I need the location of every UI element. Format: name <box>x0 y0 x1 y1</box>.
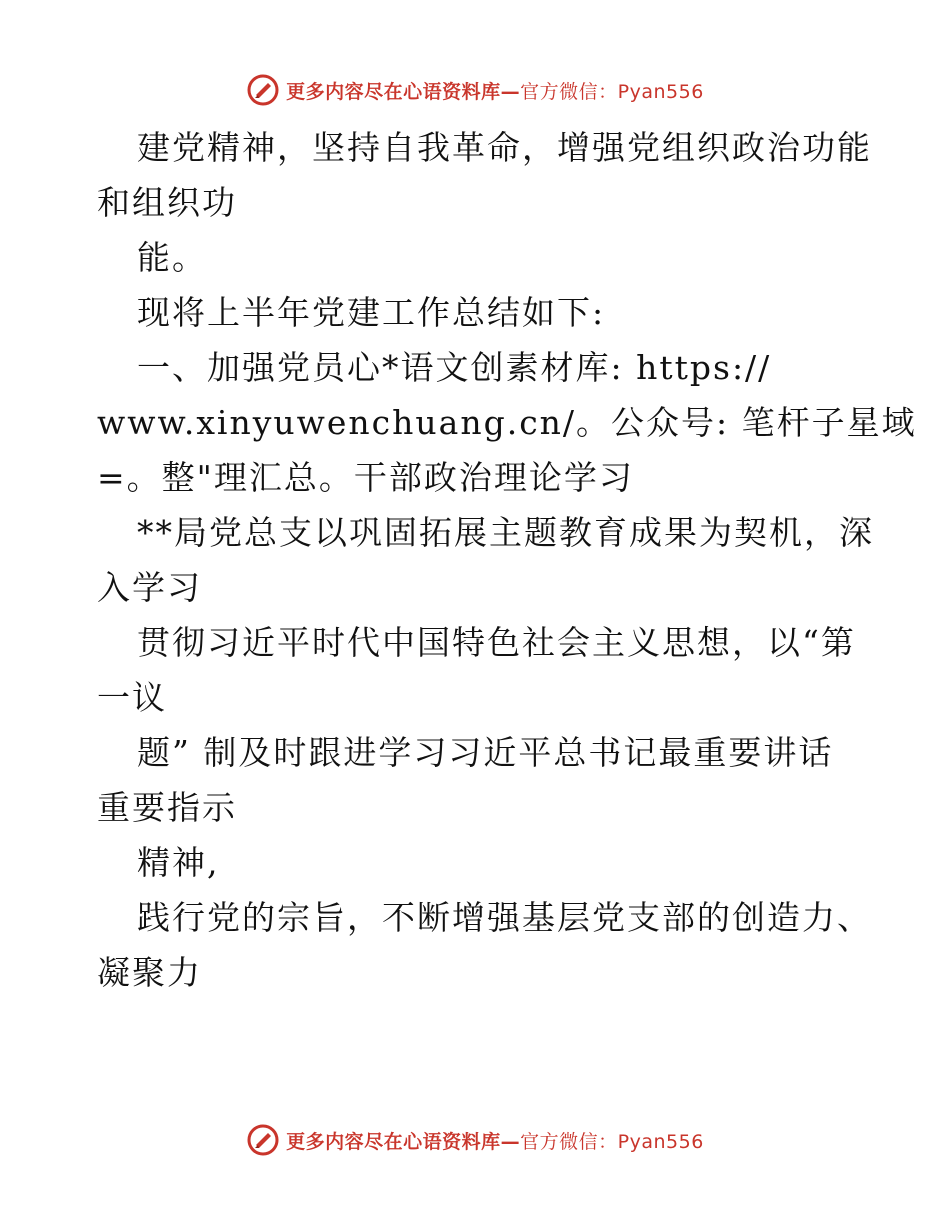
watermark-logo-icon <box>246 73 280 107</box>
watermark-text: 更多内容尽在心语资料库—官方微信：Pyan556 <box>286 80 704 103</box>
footer-watermark <box>0 1120 950 1160</box>
paragraph-line: 践行党的宗旨，不断增强基层党支部的创造力、 <box>137 898 872 937</box>
watermark-logo-icon <box>246 1123 280 1157</box>
paragraph-line: **局党总支以巩固拓展主题教育成果为契机，深 <box>137 513 874 552</box>
header-watermark <box>0 70 950 110</box>
paragraph-line: 一议 <box>97 678 167 717</box>
paragraph-line: 重要指示 <box>97 788 237 827</box>
paragraph-line: 能。 <box>137 238 207 277</box>
document-body <box>97 120 917 1000</box>
paragraph-line: =。整"理汇总。干部政治理论学习 <box>97 458 634 497</box>
section-heading: 一、加强党员心*语文创素材库: https:// <box>137 348 772 387</box>
paragraph-line: 和组织功 <box>97 183 237 222</box>
paragraph-line: 精神, <box>137 843 220 882</box>
paragraph-line: 凝聚力 <box>97 953 202 992</box>
paragraph-line: 题” 制及时跟进学习习近平总书记最重要讲话 <box>137 733 834 772</box>
paragraph-line: 贯彻习近平时代中国特色社会主义思想，以“第 <box>137 623 856 662</box>
paragraph-line: 建党精神，坚持自我革命，增强党组织政治功能 <box>137 128 872 167</box>
paragraph-line: 入学习 <box>97 568 202 607</box>
paragraph-line: www.xinyuwenchuang.cn/。公众号: 笔杆子星域 <box>97 403 917 442</box>
watermark-text: 更多内容尽在心语资料库—官方微信：Pyan556 <box>286 1130 704 1153</box>
paragraph-line: 现将上半年党建工作总结如下: <box>137 293 606 332</box>
